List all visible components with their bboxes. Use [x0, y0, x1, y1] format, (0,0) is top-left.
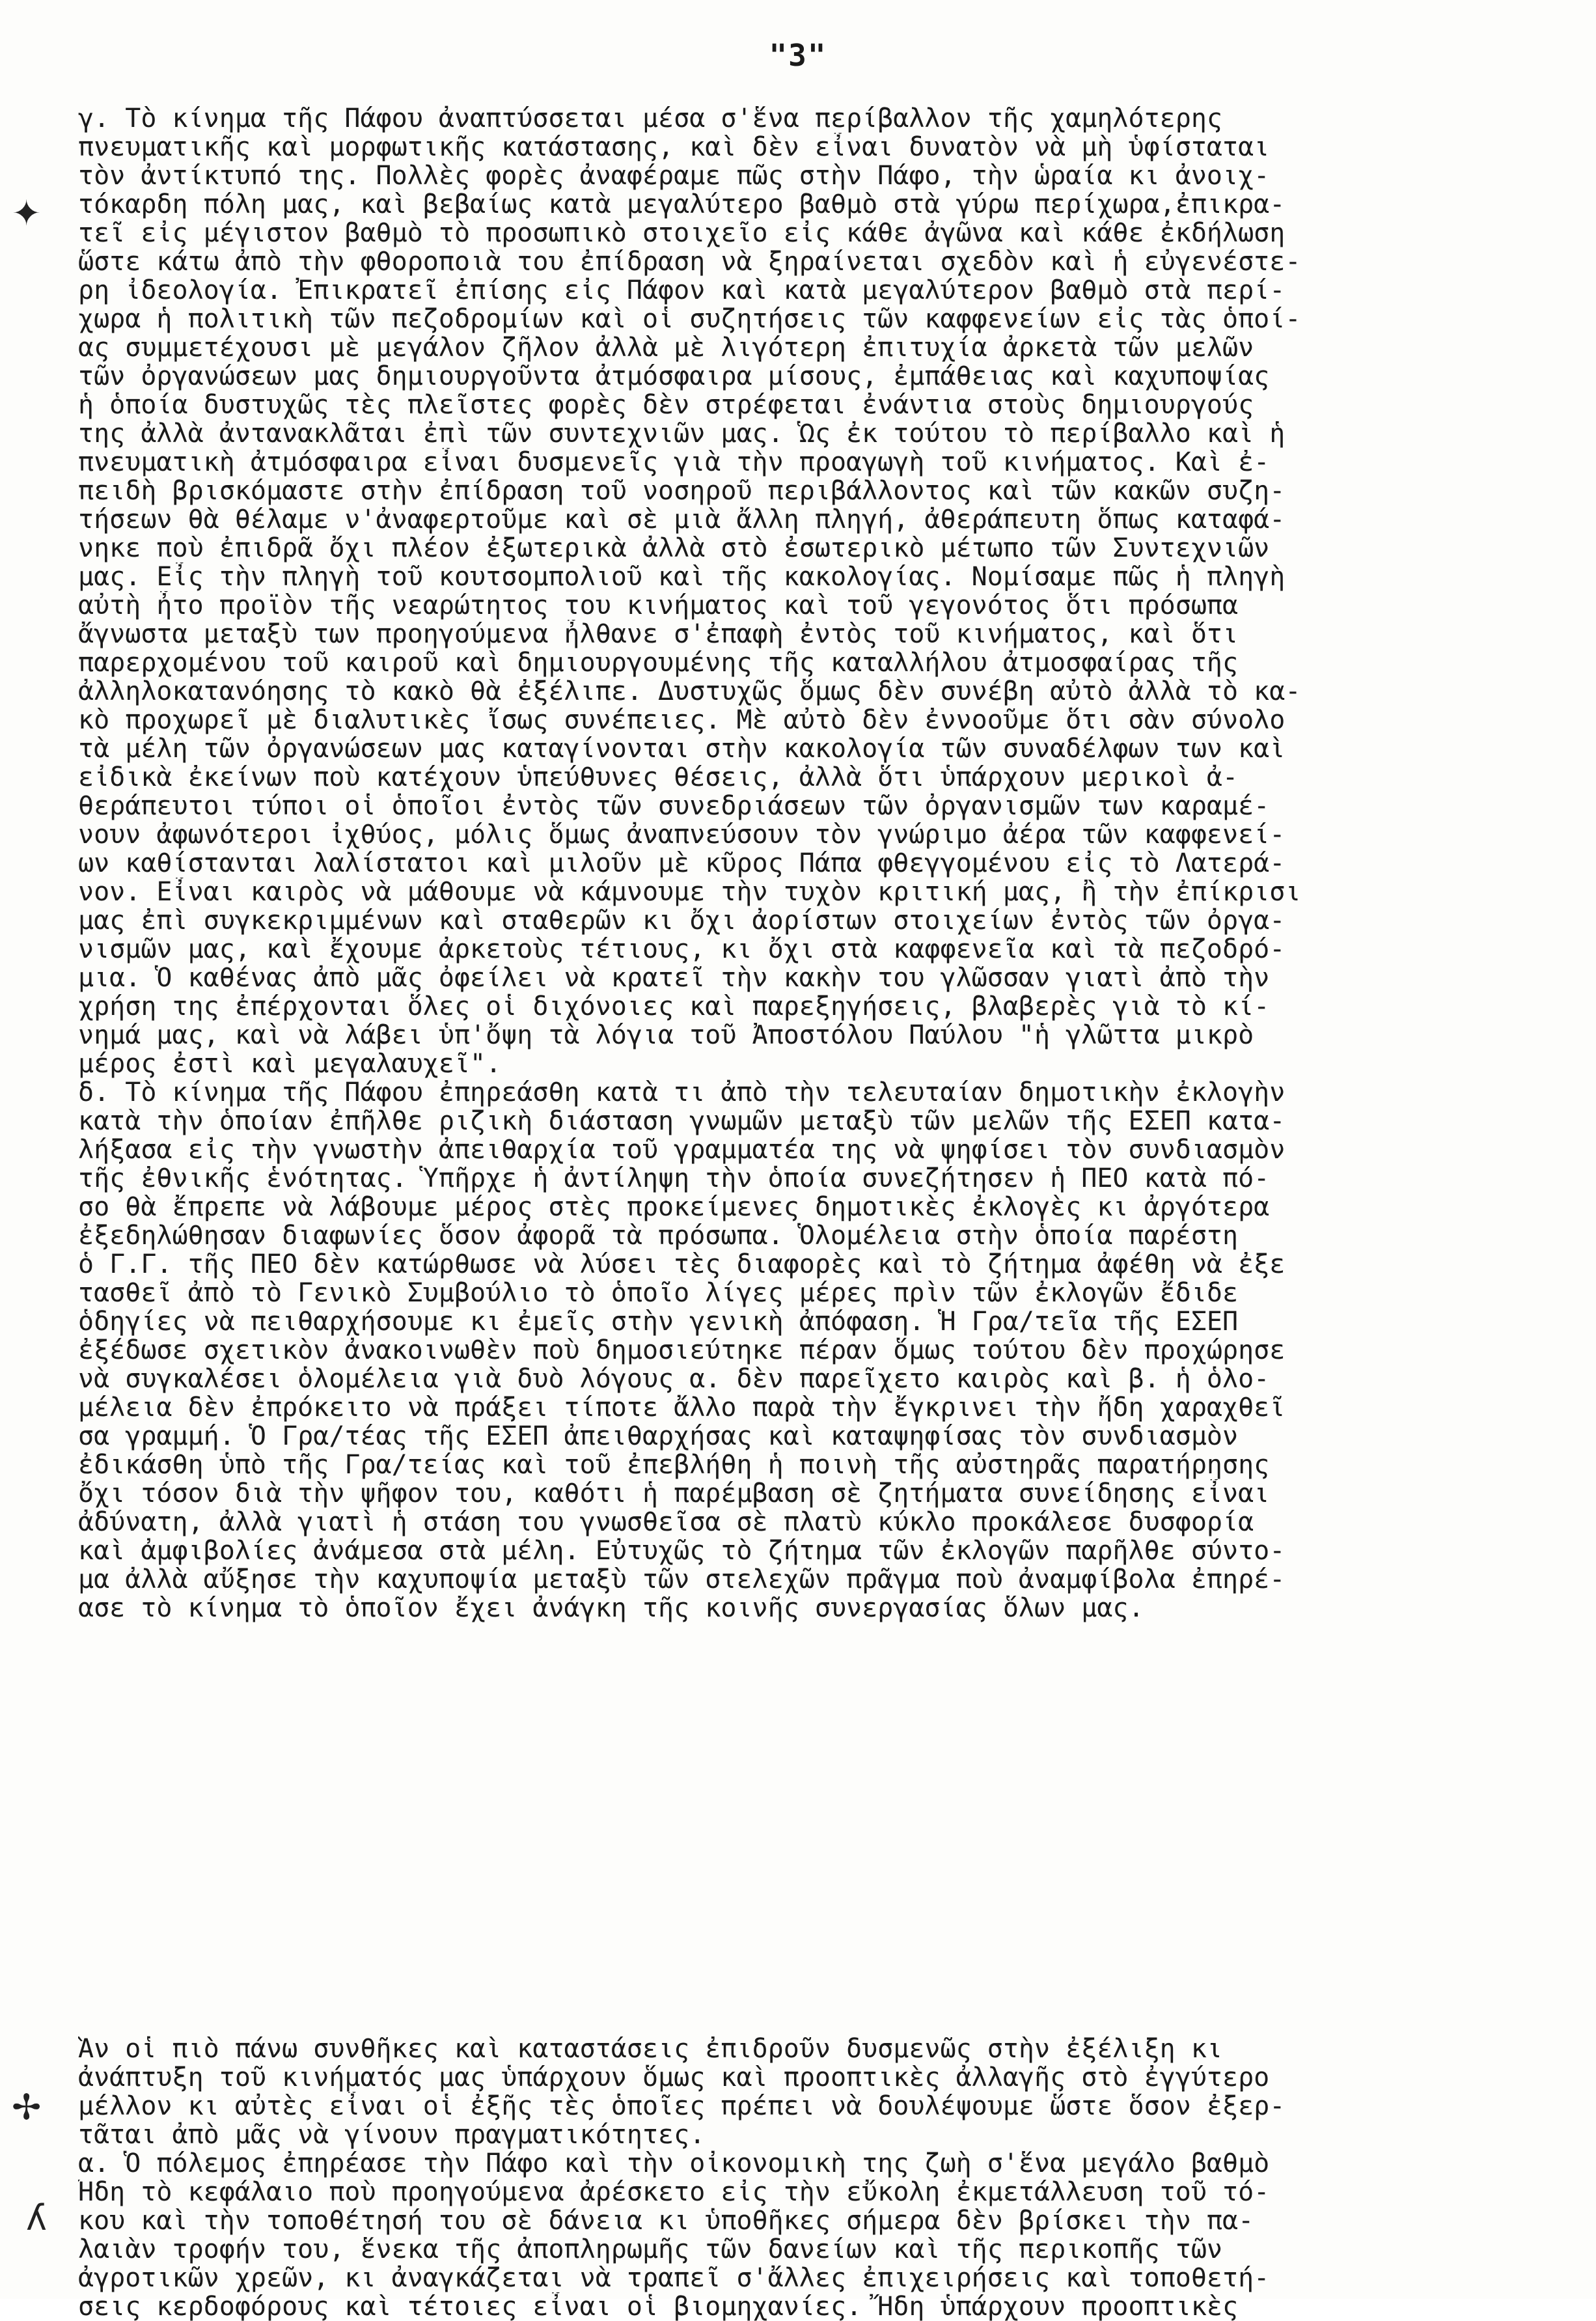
section-a-line: νηκε ποὺ ἐπιδρᾶ ὄχι πλέον ἐξωτερικὰ ἀλλὰ στὸ ἐσωτερικὸ μέτωπο τῶν Συντεχνιῶν: [78, 534, 1270, 563]
section-a-text: [78, 104, 1575, 1622]
section-a-line: χρήση της ἐπέρχονται ὅλες οἱ διχόνοιες καὶ παρεξηγήσεις, βλαβερὲς γιὰ τὸ κί-: [78, 992, 1270, 1021]
section-a-line: δ. Τὸ κίνημα τῆς Πάφου ἐπηρεάσθη κατὰ τι ἀπὸ τὴν τελευταίαν δημοτικὴν ἐκλογὴν: [78, 1078, 1286, 1107]
section-a-line: μια. Ὁ καθένας ἀπὸ μᾶς ὀφείλει νὰ κρατεῖ τὴν κακὴν του γλῶσσαν γιατὶ ἀπὸ τὴν: [78, 964, 1270, 992]
section-a-line: νουν ἀφωνότεροι ἰχθύος, μόλις ὅμως ἀναπνεύσουν τὸν γνώριμο ἀέρα τῶν καφφενεί-: [78, 820, 1286, 849]
section-a-line: ὁδηγίες νὰ πειθαρχήσουμε κι ἐμεῖς στὴν γενικὴ ἀπόφαση. Ἡ Γρα/τεῖα τῆς ΕΣΕΠ: [78, 1307, 1239, 1336]
margin-mark-3: ʎ: [26, 2197, 47, 2238]
section-a-line: ἄγνωστα μεταξὺ των προηγούμενα ἦλθανε σ'ἐπαφὴ ἐντὸς τοῦ κινήματος, καὶ ὅτι: [78, 620, 1239, 648]
section-b-line: τᾶται ἀπὸ μᾶς νὰ γίνουν πραγματικότητες.: [78, 2120, 706, 2149]
section-a-line: ασε τὸ κίνημα τὸ ὁποῖον ἔχει ἀνάγκη τῆς κοινῆς συνεργασίας ὅλων μας.: [78, 1594, 1144, 1622]
section-b-line: Ἤδη τὸ κεφάλαιο ποὺ προηγούμενα ἀρέσκετο εἰς τὴν εὔκολη ἐκμετάλλευση τοῦ τό-: [78, 2178, 1270, 2206]
section-a-line: τεῖ εἰς μέγιστον βαθμὸ τὸ προσωπικὸ στοιχεῖο εἰς κάθε ἀγῶνα καὶ κάθε ἐκδήλωση: [78, 219, 1286, 247]
section-a-line: πνευματικὴ ἀτμόσφαιρα εἶναι δυσμενεῖς γιὰ τὴν προαγωγὴ τοῦ κινήματος. Καὶ ἐ-: [78, 448, 1270, 477]
section-a-line: τήσεων θὰ θέλαμε ν'ἀναφερτοῦμε καὶ σὲ μιὰ ἄλλη πληγή, ἀθεράπευτη ὅπως καταφά-: [78, 505, 1286, 534]
section-b-line: κου καὶ τὴν τοποθέτησή του σὲ δάνεια κι ὑποθῆκες σήμερα δὲν βρίσκει τὴν πα-: [78, 2206, 1254, 2235]
section-a-line: πειδὴ βρισκόμαστε στὴν ἐπίδραση τοῦ νοσηροῦ περιβάλλοντος καὶ τῶν κακῶν συζη-: [78, 477, 1286, 505]
section-a-line: ἐδικάσθη ὑπὸ τῆς Γρα/τείας καὶ τοῦ ἐπεβλήθη ἡ ποινὴ τῆς αὐστηρᾶς παρατήρησης: [78, 1451, 1270, 1479]
section-b-line: ἀνάπτυξη τοῦ κινήματός μας ὑπάρχουν ὅμως καὶ προοπτικὲς ἀλλαγῆς στὸ ἐγγύτερο: [78, 2063, 1270, 2092]
section-a-line: τῆς ἐθνικῆς ἑνότητας. Ὑπῆρχε ἡ ἀντίληψη τὴν ὁποία συνεζήτησεν ἡ ΠΕΟ κατὰ πό-: [78, 1164, 1270, 1193]
section-a-line: τὸν ἀντίκτυπό της. Πολλὲς φορὲς ἀναφέραμε πῶς στὴν Πάφο, τὴν ὡραία κι ἀνοιχ-: [78, 161, 1270, 190]
margin-mark-2: ✢: [12, 2087, 42, 2128]
section-b-line: α. Ὁ πόλεμος ἐπηρέασε τὴν Πάφο καὶ τὴν οἰκονομικὴ της ζωὴ σ'ἕνα μεγάλο βαθμὸ: [78, 2149, 1270, 2178]
section-a-line: ἐξεδηλώθησαν διαφωνίες ὅσον ἀφορᾶ τὰ πρόσωπα. Ὁλομέλεια στὴν ὁποία παρέστη: [78, 1221, 1239, 1250]
section-a-line: αὐτὴ ἦτο προϊὸν τῆς νεαρώτητος του κινήματος καὶ τοῦ γεγονότος ὅτι πρόσωπα: [78, 591, 1239, 620]
section-a-line: λήξασα εἰς τὴν γνωστὴν ἀπειθαρχία τοῦ γραμματέα της νὰ ψηφίσει τὸν συνδιασμὸν: [78, 1135, 1286, 1164]
section-a-line: κατὰ τὴν ὁποίαν ἐπῆλθε ριζικὴ διάσταση γνωμῶν μεταξὺ τῶν μελῶν τῆς ΕΣΕΠ κατα-: [78, 1107, 1286, 1135]
section-a-line: ἡ ὁποία δυστυχῶς τὲς πλεῖστες φορὲς δὲν στρέφεται ἐνάντια στοὺς δημιουργούς: [78, 391, 1254, 419]
section-a-line: ἀδύνατη, ἀλλὰ γιατὶ ἡ στάση του γνωσθεῖσα σὲ πλατὺ κύκλο προκάλεσε δυσφορία: [78, 1508, 1254, 1536]
section-a-line: σο θὰ ἔπρεπε νὰ λάβουμε μέρος στὲς προκείμενες δημοτικὲς ἐκλογὲς κι ἀργότερα: [78, 1193, 1270, 1221]
section-a-line: γ. Τὸ κίνημα τῆς Πάφου ἀναπτύσσεται μέσα σ'ἕνα περίβαλλον τῆς χαμηλότερης: [78, 104, 1222, 133]
section-a-line: τασθεῖ ἀπὸ τὸ Γενικὸ Συμβούλιο τὸ ὁποῖο λίγες μέρες πρὶν τῶν ἐκλογῶν ἔδιδε: [78, 1279, 1239, 1307]
section-b-line: ἀγροτικῶν χρεῶν, κι ἀναγκάζεται νὰ τραπεῖ σ'ἄλλες ἐπιχειρήσεις καὶ τοποθετή-: [78, 2264, 1270, 2292]
section-a-line: παρερχομένου τοῦ καιροῦ καὶ δημιουργουμένης τῆς καταλλήλου ἀτμοσφαίρας τῆς: [78, 648, 1239, 677]
section-a-line: ὥστε κάτω ἀπὸ τὴν φθοροποιὰ του ἐπίδραση νὰ ξηραίνεται σχεδὸν καὶ ἡ εὐγενέστε-: [78, 247, 1301, 276]
section-a-line: της ἀλλὰ ἀντανακλᾶται ἐπὶ τῶν συντεχνιῶν μας. Ὡς ἐκ τούτου τὸ περίβαλλο καὶ ἡ: [78, 419, 1286, 448]
section-a-line: πνευματικῆς καὶ μορφωτικῆς κατάστασης, καὶ δὲν εἶναι δυνατὸν νὰ μὴ ὑφίσταται: [78, 133, 1270, 161]
page-number: "3": [769, 38, 827, 73]
section-a-line: κὸ προχωρεῖ μὲ διαλυτικὲς ἴσως συνέπειες. Μὲ αὐτὸ δὲν ἐννοοῦμε ὅτι σὰν σύνολο: [78, 706, 1286, 734]
section-a-line: τὰ μέλη τῶν ὀργανώσεων μας καταγίνονται στὴν κακολογία τῶν συναδέλφων των καὶ: [78, 734, 1286, 763]
section-a-line: νισμῶν μας, καὶ ἔχουμε ἀρκετοὺς τέτιους, κι ὄχι στὰ καφφενεῖα καὶ τὰ πεζοδρό-: [78, 935, 1286, 964]
section-b-text: [78, 2035, 1575, 2321]
section-b-line: λαιὰν τροφήν του, ἕνεκα τῆς ἀποπληρωμῆς τῶν δανείων καὶ τῆς περικοπῆς τῶν: [78, 2235, 1222, 2264]
section-a-line: νημά μας, καὶ νὰ λάβει ὑπ'ὄψη τὰ λόγια τοῦ Ἀποστόλου Παύλου "ἡ γλῶττα μικρὸ: [78, 1021, 1254, 1049]
section-b-line: σεις κερδοφόρους καὶ τέτοιες εἶναι οἱ βιομηχανίες. Ἤδη ὑπάρχουν προοπτικὲς: [78, 2292, 1239, 2321]
section-a-line: ἀλληλοκατανόησης τὸ κακὸ θὰ ἐξέλιπε. Δυστυχῶς ὅμως δὲν συνέβη αὐτὸ ἀλλὰ τὸ κα-: [78, 677, 1301, 706]
section-b-line: Ἂν οἱ πιὸ πάνω συνθῆκες καὶ καταστάσεις ἐπιδροῦν δυσμενῶς στὴν ἐξέλιξη κι: [78, 2035, 1222, 2063]
section-a-line: ἐξέδωσε σχετικὸν ἀνακοινωθὲν ποὺ δημοσιεύτηκε πέραν ὅμως τούτου δὲν προχώρησε: [78, 1336, 1286, 1365]
section-a-line: θεράπευτοι τύποι οἱ ὁποῖοι ἐντὸς τῶν συνεδριάσεων τῶν ὀργανισμῶν των καραμέ-: [78, 792, 1270, 820]
section-a-line: νον. Εἶναι καιρὸς νὰ μάθουμε νὰ κάμνουμε τὴν τυχὸν κριτική μας, ἢ τὴν ἐπίκρισι: [78, 878, 1301, 906]
section-a-line: νὰ συγκαλέσει ὁλομέλεια γιὰ δυὸ λόγους α. δὲν παρεῖχετο καιρὸς καὶ β. ἡ ὁλο-: [78, 1365, 1270, 1393]
section-a-line: ὄχι τόσον διὰ τὴν ψῆφον του, καθότι ἡ παρέμβαση σὲ ζητήματα συνείδησης εἶναι: [78, 1479, 1270, 1508]
section-a-line: σα γραμμή. Ὁ Γρα/τέας τῆς ΕΣΕΠ ἀπειθαρχήσας καὶ καταψηφίσας τὸν συνδιασμὸν: [78, 1422, 1239, 1451]
section-a-line: εἰδικὰ ἐκείνων ποὺ κατέχουν ὑπεύθυνες θέσεις, ἀλλὰ ὅτι ὑπάρχουν μερικοὶ ἀ-: [78, 763, 1239, 792]
section-a-line: ὁ Γ.Γ. τῆς ΠΕΟ δὲν κατώρθωσε νὰ λύσει τὲς διαφορὲς καὶ τὸ ζήτημα ἀφέθη νὰ ἐξε: [78, 1250, 1286, 1279]
section-a-line: χωρα ἡ πολιτικὴ τῶν πεζοδρομίων καὶ οἱ συζητήσεις τῶν καφφενείων εἰς τὰς ὁποί-: [78, 305, 1301, 333]
section-b-line: μέλλον κι αὐτὲς εἶναι οἱ ἐξῆς τὲς ὁποῖες πρέπει νὰ δουλέψουμε ὥστε ὅσον ἐξερ-: [78, 2092, 1286, 2120]
section-a-line: μας ἐπὶ συγκεκριμμένων καὶ σταθερῶν κι ὄχι ἀορίστων στοιχείων ἐντὸς τῶν ὀργα-: [78, 906, 1286, 935]
section-a-line: ρη ἰδεολογία. Ἐπικρατεῖ ἐπίσης εἰς Πάφον καὶ κατὰ μεγαλύτερον βαθμὸ στὰ περί-: [78, 276, 1286, 305]
section-a-line: μέλεια δὲν ἐπρόκειτο νὰ πράξει τίποτε ἄλλο παρὰ τὴν ἔγκρινει τὴν ἤδη χαραχθεῖ: [78, 1393, 1286, 1422]
section-a-line: ων καθίστανται λαλίστατοι καὶ μιλοῦν μὲ κῦρος Πάπα φθεγγομένου εἰς τὸ Λατερά-: [78, 849, 1286, 878]
margin-mark-1: ✦: [12, 193, 42, 234]
section-a-line: μας. Εἶς τὴν πληγὴ τοῦ κουτσομπολιοῦ καὶ τῆς κακολογίας. Νομίσαμε πῶς ἡ πληγὴ: [78, 563, 1286, 591]
section-a-line: καὶ ἀμφιβολίες ἀνάμεσα στὰ μέλη. Εὐτυχῶς τὸ ζήτημα τῶν ἐκλογῶν παρῆλθε σύντο-: [78, 1536, 1286, 1565]
section-a-line: τῶν ὀργανώσεων μας δημιουργοῦντα ἀτμόσφαιρα μίσους, ἐμπάθειας καὶ καχυποψίας: [78, 362, 1270, 391]
section-a-line: τόκαρδη πόλη μας, καὶ βεβαίως κατὰ μεγαλύτερο βαθμὸ στὰ γύρω περίχωρα,ἐπικρα-: [78, 190, 1286, 219]
section-a-line: μέρος ἐστὶ καὶ μεγαλαυχεῖ".: [78, 1049, 502, 1078]
section-a-line: μα ἀλλὰ αὔξησε τὴν καχυποψία μεταξὺ τῶν στελεχῶν πρᾶγμα ποὺ ἀναμφίβολα ἐπηρέ-: [78, 1565, 1286, 1594]
section-a-line: ας συμμετέχουσι μὲ μεγάλον ζῆλον ἀλλὰ μὲ λιγότερη ἐπιτυχία ἀρκετὰ τῶν μελῶν: [78, 333, 1254, 362]
